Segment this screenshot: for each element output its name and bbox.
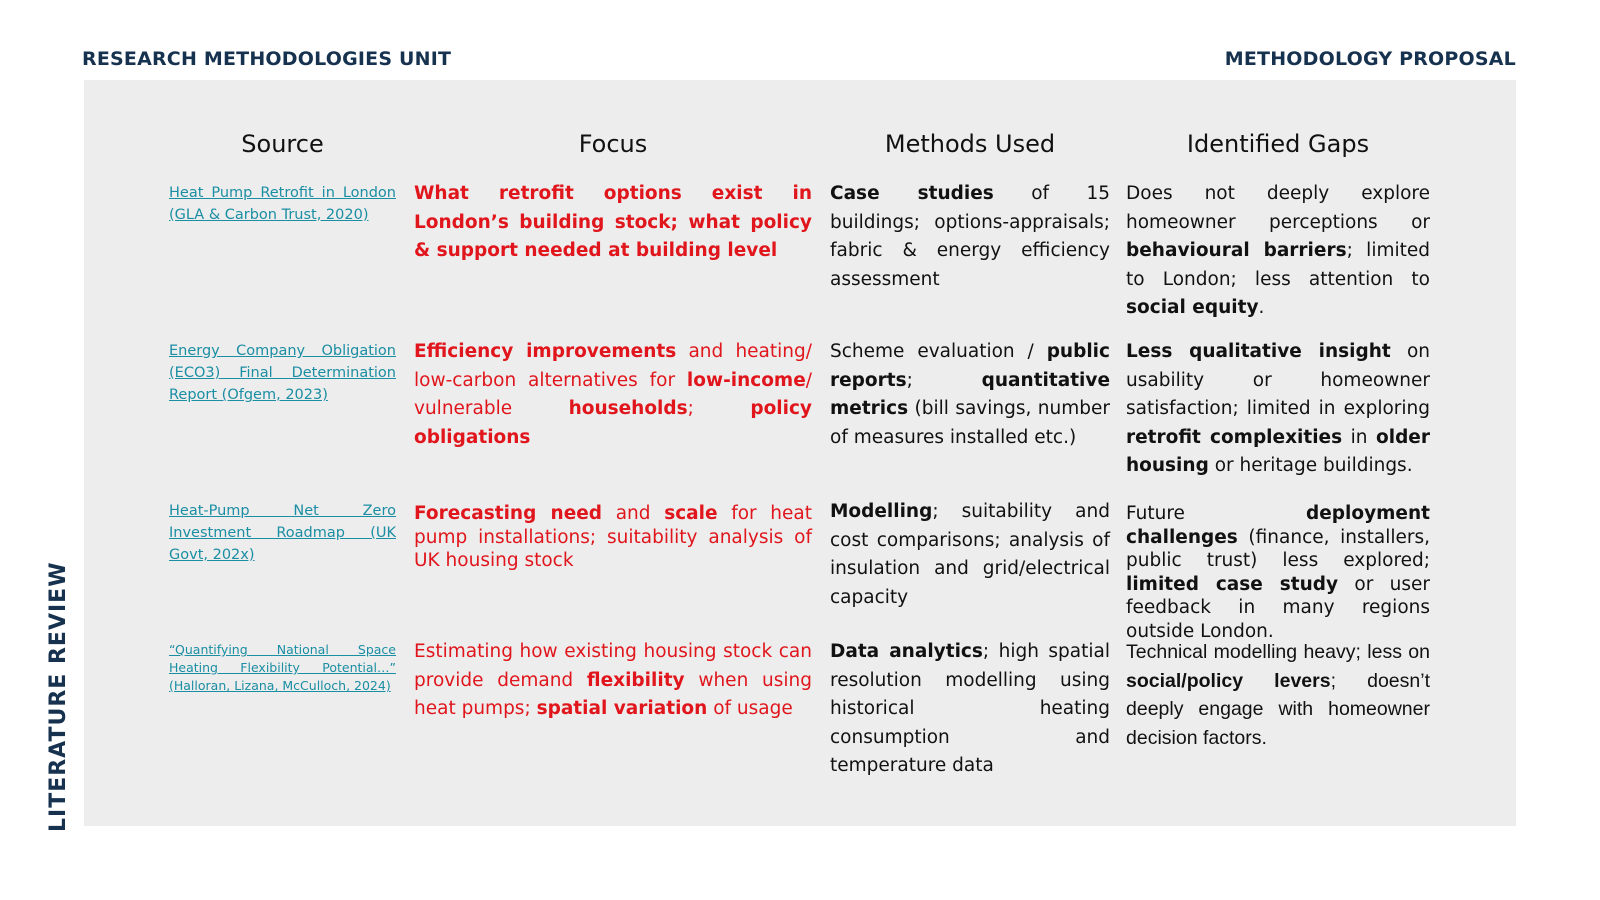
section-label: LITERATURE REVIEW xyxy=(46,561,71,832)
body-text: / vulnerable xyxy=(414,369,812,419)
body-text: in xyxy=(1342,426,1377,448)
body-text: ; limited to London; less attention to xyxy=(1126,240,1430,290)
body-text: and heating/ low-carbon alternatives for xyxy=(414,341,812,391)
source-link[interactable]: Energy Company Obligation (ECO3) Final Determination Report (Ofgem, 2023) xyxy=(169,343,396,403)
emphasis-text: flexibility xyxy=(586,669,685,691)
source-link[interactable]: Heat-Pump Net Zero Investment Roadmap (UK Govt, 202x) xyxy=(169,503,396,563)
emphasis-text: limited case study xyxy=(1126,573,1339,595)
body-text: ; high spatial resolution modelling using historical heating consumption and temperature data xyxy=(830,641,1110,776)
body-text: Technical modelling heavy; less on xyxy=(1126,641,1430,663)
methods-cell xyxy=(830,498,1110,612)
body-text: or user feedback in many regions outside London. xyxy=(1126,573,1430,642)
emphasis-text: older housing xyxy=(1126,426,1430,476)
methods-cell xyxy=(830,638,1110,781)
gaps-cell xyxy=(1126,638,1430,752)
emphasis-text: low-income xyxy=(686,369,806,391)
emphasis-text: Data analytics xyxy=(830,641,983,662)
emphasis-text: spatial variation xyxy=(536,698,708,719)
document-title: METHODOLOGY PROPOSAL xyxy=(1224,48,1516,70)
body-text: ; doesn’t deeply engage with homeowner decision factors. xyxy=(1126,669,1430,749)
body-text: of 15 buildings; options-appraisals; fabric & energy efficiency assessment xyxy=(830,183,1110,290)
methods-cell xyxy=(830,338,1110,452)
body-text: on usability or homeowner satisfaction; limited in exploring xyxy=(1126,341,1430,419)
emphasis-text: Forecasting need xyxy=(414,503,603,524)
focus-cell xyxy=(414,502,812,573)
literature-table xyxy=(84,80,1516,826)
focus-cell xyxy=(414,180,812,266)
focus-cell xyxy=(414,338,812,452)
body-text: when using heat pumps; xyxy=(414,669,812,719)
focus-cell xyxy=(414,638,812,724)
emphasis-text: scale xyxy=(664,503,718,524)
column-header-focus: Focus xyxy=(578,130,648,158)
emphasis-text: retrofit complexities xyxy=(1126,426,1343,448)
body-text: for heat pump installations; suitability analysis of UK housing stock xyxy=(414,503,812,571)
emphasis-text: policy obligations xyxy=(414,398,812,448)
emphasis-text: Modelling xyxy=(830,501,933,522)
gaps-cell xyxy=(1126,180,1430,323)
body-text: (finance, installers, public trust) less explored; xyxy=(1126,526,1430,571)
emphasis-text: Less qualitative insight xyxy=(1126,341,1391,362)
body-text: Estimating how existing housing stock can provide demand xyxy=(414,641,812,691)
body-text: Future xyxy=(1126,503,1307,524)
emphasis-text: What retrofit options exist in London’s building stock; what policy & support needed at building level xyxy=(414,183,812,261)
body-text: Scheme evaluation / xyxy=(830,341,1047,362)
emphasis-text: social/policy levers xyxy=(1126,669,1331,692)
emphasis-text: quantitative metrics xyxy=(830,369,1110,419)
body-text: . xyxy=(1258,297,1265,318)
emphasis-text: households xyxy=(568,398,688,419)
emphasis-text: Case studies xyxy=(830,183,994,204)
body-text: ; suitability and cost comparisons; analysis of insulation and grid/electrical capacity xyxy=(830,501,1110,608)
emphasis-text: social equity xyxy=(1126,297,1259,318)
column-header-source: Source xyxy=(241,130,324,158)
unit-title: RESEARCH METHODOLOGIES UNIT xyxy=(82,48,452,70)
gaps-cell xyxy=(1126,502,1430,643)
emphasis-text: Efficiency improvements xyxy=(414,341,677,362)
emphasis-text: behavioural barriers xyxy=(1126,240,1347,261)
emphasis-text: deployment challenges xyxy=(1126,503,1430,548)
emphasis-text: public reports xyxy=(830,341,1110,391)
body-text: and xyxy=(602,503,665,524)
source-link[interactable]: “Quantifying National Space Heating Flexibility Potential…” (Halloran, Lizana, McCulloch, 2024) xyxy=(169,642,396,693)
body-text: of usage xyxy=(707,698,793,719)
methods-cell xyxy=(830,180,1110,294)
source-link[interactable]: Heat Pump Retrofit in London (GLA & Carbon Trust, 2020) xyxy=(169,185,396,223)
body-text: or heritage buildings. xyxy=(1208,455,1413,476)
column-header-methods: Methods Used xyxy=(884,130,1056,158)
body-text: (bill savings, number of measures installed etc.) xyxy=(830,398,1110,448)
body-text: ; xyxy=(687,398,751,419)
gaps-cell xyxy=(1126,338,1430,481)
body-text: Does not deeply explore homeowner perceptions or xyxy=(1126,183,1430,233)
column-header-gaps: Identified Gaps xyxy=(1186,130,1370,158)
body-text: ; xyxy=(906,369,982,391)
